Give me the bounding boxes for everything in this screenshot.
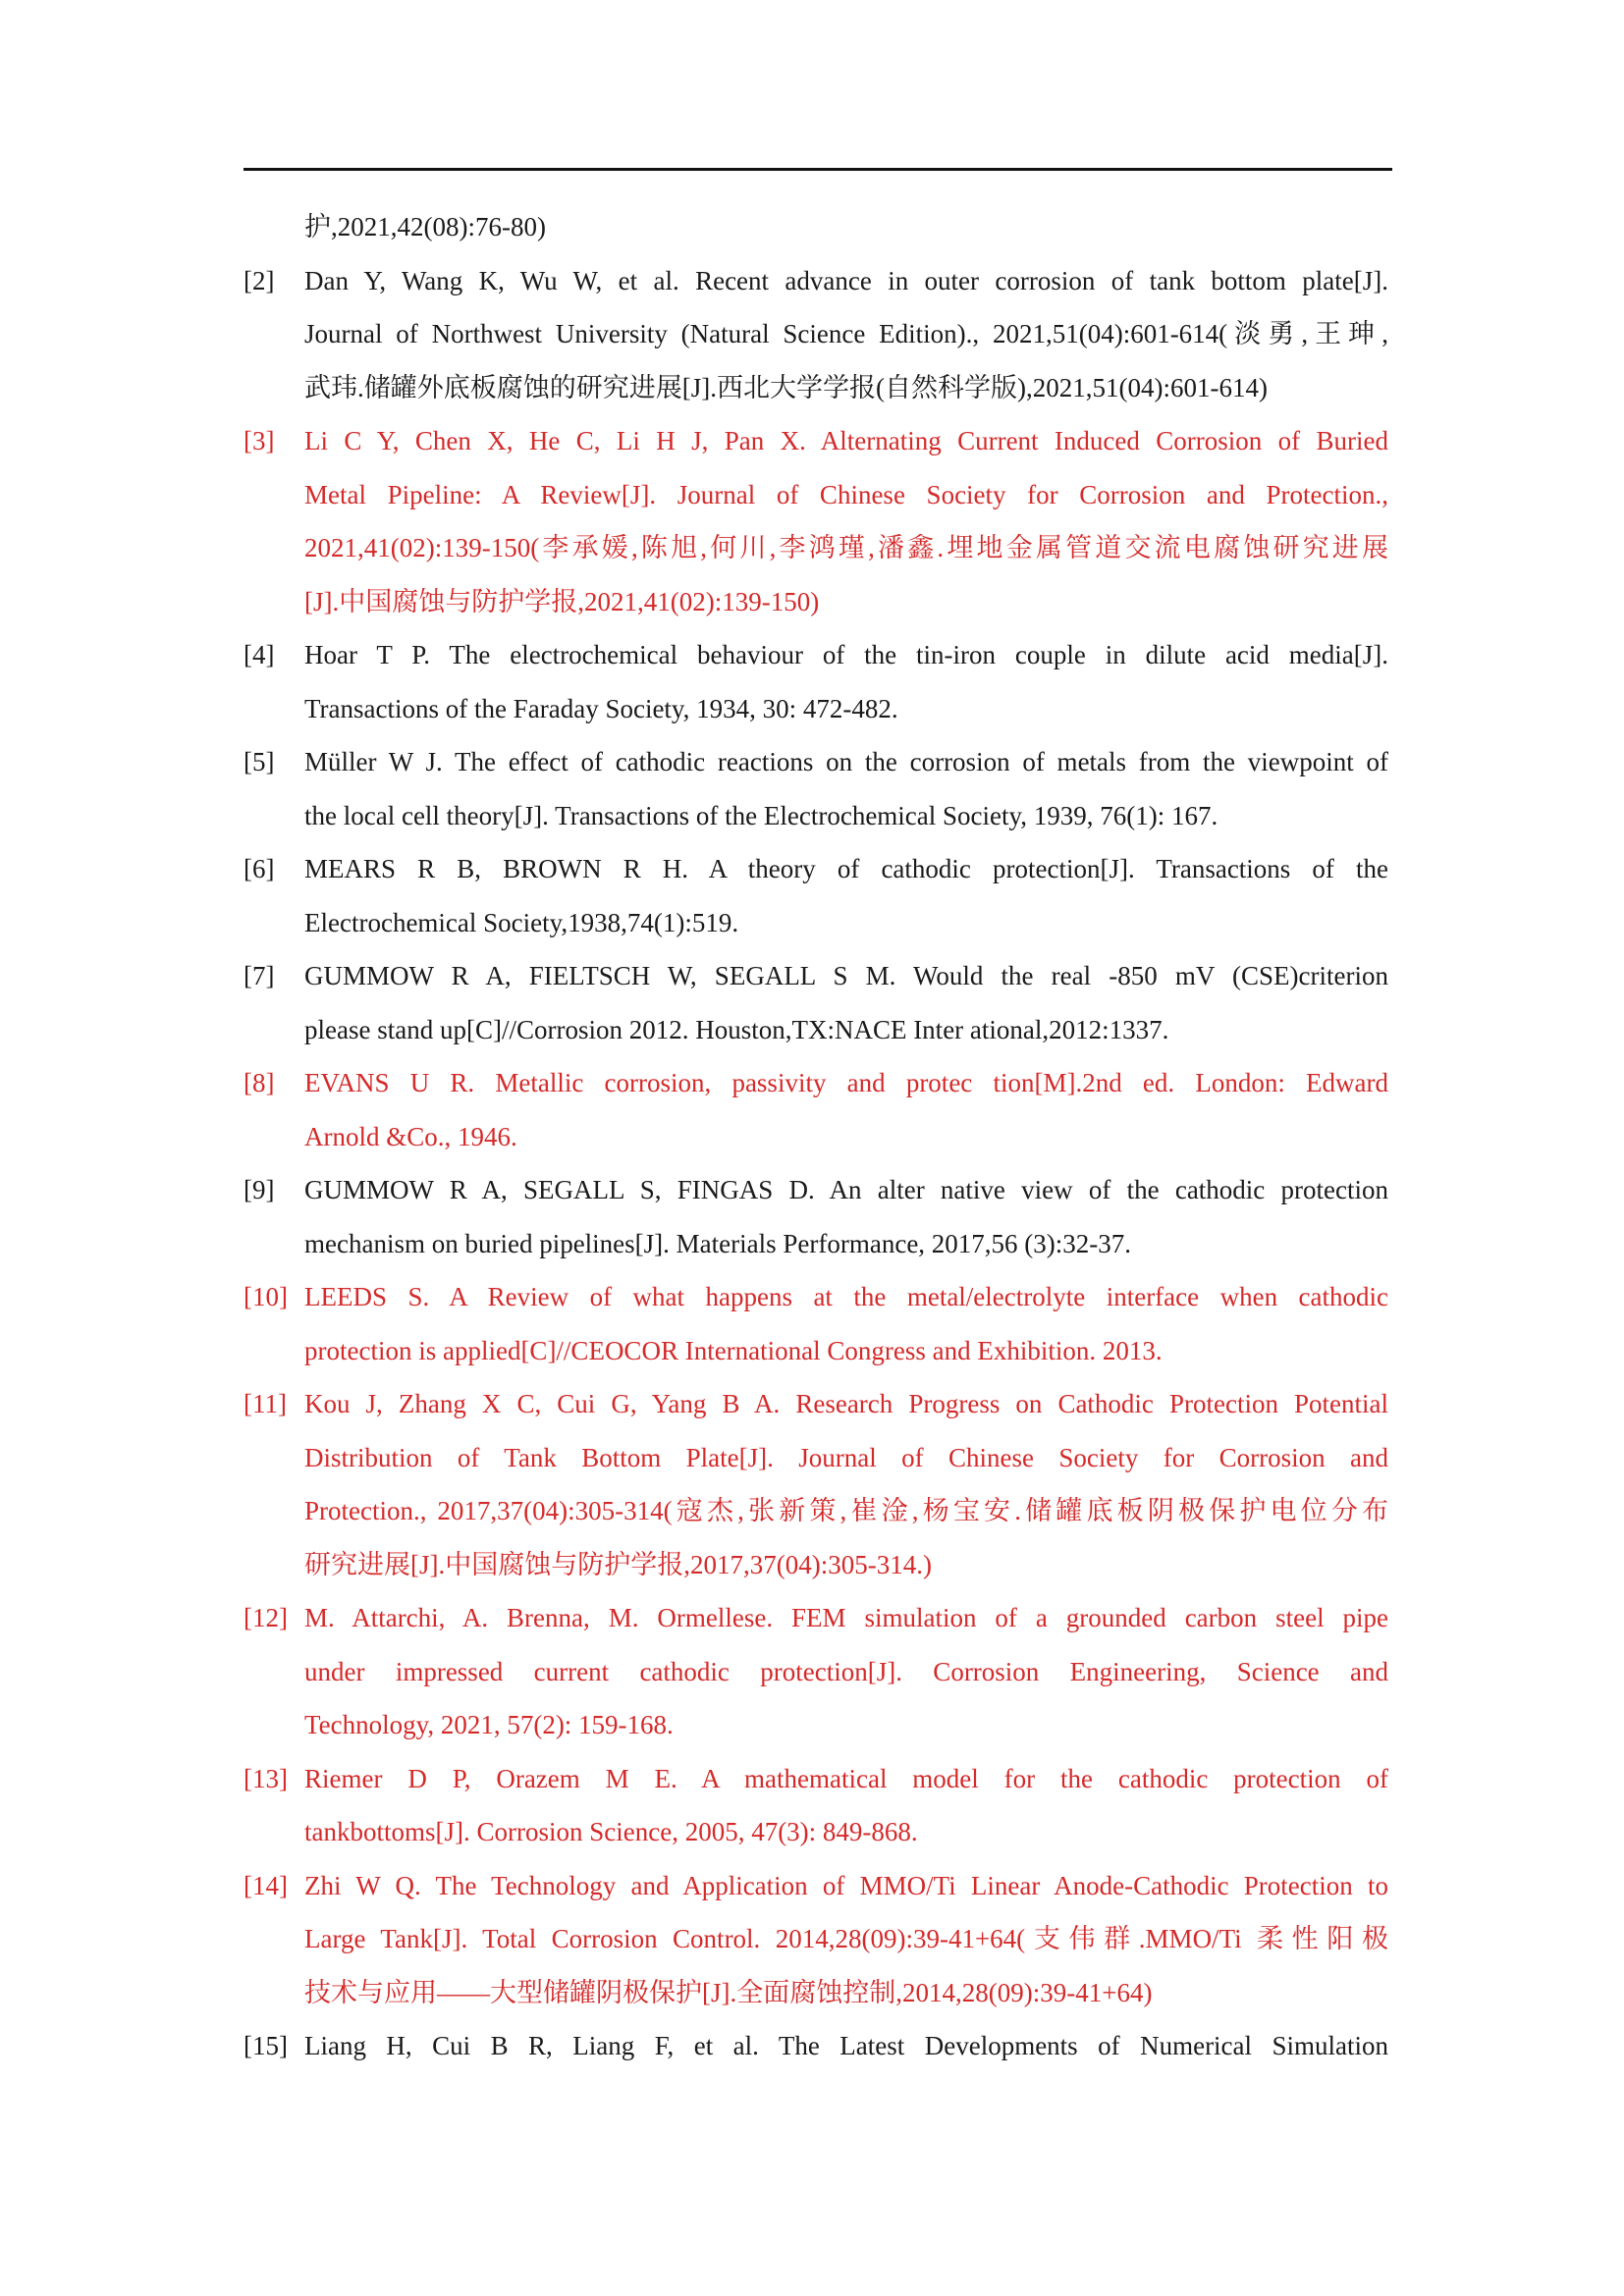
reference-item-10 — [244, 1270, 1388, 1377]
reference-number: [13] — [244, 1763, 288, 1793]
reference-number: [8] — [244, 1068, 275, 1097]
reference-item-6 — [244, 842, 1388, 949]
reference-item-11 — [244, 1377, 1388, 1591]
reference-line: Arnold &Co., 1946. — [304, 1121, 517, 1151]
reference-line: MEARS R B, BROWN R H. A theory of cathodic protection[J]. Transactions of the — [304, 854, 1388, 883]
reference-line: mechanism on buried pipelines[J]. Materials Performance, 2017,56 (3):32-37. — [304, 1228, 1132, 1258]
reference-line: Kou J, Zhang X C, Cui G, Yang B A. Research Progress on Cathodic Protection Potential — [304, 1389, 1388, 1418]
reference-line: Protection., 2017,37(04):305-314(寇杰,张新策,崔淦,杨宝安.储罐底板阴极保护电位分布 — [304, 1496, 1388, 1525]
reference-line: GUMMOW R A, SEGALL S, FINGAS D. An alter native view of the cathodic protection — [304, 1175, 1388, 1204]
reference-line: LEEDS S. A Review of what happens at the metal/electrolyte interface when cathodic — [304, 1282, 1388, 1311]
header-rule — [244, 168, 1392, 171]
reference-number: [7] — [244, 961, 275, 990]
reference-line: Liang H, Cui B R, Liang F, et al. The Latest Developments of Numerical Simulation — [304, 2031, 1388, 2060]
reference-number: [3] — [244, 426, 275, 455]
reference-number: [6] — [244, 854, 275, 883]
reference-item-9 — [244, 1163, 1388, 1270]
reference-line: under impressed current cathodic protection[J]. Corrosion Engineering, Science and — [304, 1656, 1388, 1686]
reference-line: Distribution of Tank Bottom Plate[J]. Journal of Chinese Society for Corrosion and — [304, 1442, 1388, 1472]
reference-line: 2021,41(02):139-150(李承媛,陈旭,何川,李鸿瑾,潘鑫.埋地金属管道交流电腐蚀研究进展 — [304, 533, 1388, 562]
reference-number: [9] — [244, 1175, 275, 1204]
reference-line: Large Tank[J]. Total Corrosion Control. 2014,28(09):39-41+64(支伟群.MMO/Ti 柔性阳极 — [304, 1924, 1388, 1953]
reference-line: Li C Y, Chen X, He C, Li H J, Pan X. Alternating Current Induced Corrosion of Buried — [304, 426, 1388, 455]
reference-line: 护,2021,42(08):76-80) — [304, 212, 546, 241]
reference-item-8 — [244, 1056, 1388, 1163]
reference-line: Dan Y, Wang K, Wu W, et al. Recent advance in outer corrosion of tank bottom plate[J]. — [304, 265, 1388, 295]
reference-line: [J].中国腐蚀与防护学报,2021,41(02):139-150) — [304, 586, 820, 616]
reference-line: Hoar T P. The electrochemical behaviour of the tin-iron couple in dilute acid media[J]. — [304, 640, 1388, 669]
reference-line: 武玮.储罐外底板腐蚀的研究进展[J].西北大学学报(自然科学版),2021,51(04):601-614) — [304, 372, 1268, 402]
reference-item-7 — [244, 949, 1388, 1056]
reference-line: Transactions of the Faraday Society, 1934, 30: 472-482. — [304, 693, 898, 723]
reference-item-13 — [244, 1752, 1388, 1859]
reference-item-4 — [244, 628, 1388, 735]
reference-line: Electrochemical Society,1938,74(1):519. — [304, 907, 739, 937]
reference-line: GUMMOW R A, FIELTSCH W, SEGALL S M. Would the real -850 mV (CSE)criterion — [304, 961, 1388, 990]
reference-number: [2] — [244, 265, 275, 295]
reference-item-5 — [244, 735, 1388, 842]
reference-line: 研究进展[J].中国腐蚀与防护学报,2017,37(04):305-314.) — [304, 1549, 932, 1579]
reference-line: protection is applied[C]//CEOCOR International Congress and Exhibition. 2013. — [304, 1335, 1163, 1365]
reference-number: [11] — [244, 1389, 287, 1418]
reference-list — [244, 200, 1388, 2073]
reference-line: Technology, 2021, 57(2): 159-168. — [304, 1710, 674, 1739]
reference-line: M. Attarchi, A. Brenna, M. Ormellese. FEM simulation of a grounded carbon steel pipe — [304, 1603, 1388, 1632]
reference-line: tankbottoms[J]. Corrosion Science, 2005, 47(3): 849-868. — [304, 1817, 918, 1846]
reference-line: Journal of Northwest University (Natural Science Edition)., 2021,51(04):601-614(淡勇,王珅, — [304, 319, 1388, 348]
reference-number: [14] — [244, 1870, 288, 1900]
reference-number: [4] — [244, 640, 275, 669]
reference-line: the local cell theory[J]. Transactions of the Electrochemical Society, 1939, 76(1): 167. — [304, 800, 1218, 830]
reference-line: Metal Pipeline: A Review[J]. Journal of Chinese Society for Corrosion and Protection., — [304, 479, 1388, 509]
reference-number: [10] — [244, 1282, 288, 1311]
reference-line: please stand up[C]//Corrosion 2012. Houston,TX:NACE Inter ational,2012:1337. — [304, 1014, 1169, 1044]
reference-item-3 — [244, 414, 1388, 628]
reference-line: EVANS U R. Metallic corrosion, passivity and protec tion[M].2nd ed. London: Edward — [304, 1068, 1388, 1097]
reference-item-2 — [244, 254, 1388, 415]
reference-number: [5] — [244, 747, 275, 776]
reference-line: Müller W J. The effect of cathodic reactions on the corrosion of metals from the viewpoint of — [304, 747, 1388, 776]
reference-number: [12] — [244, 1603, 288, 1632]
reference-number: [15] — [244, 2031, 288, 2060]
reference-item-12 — [244, 1591, 1388, 1752]
reference-line: 技术与应用——大型储罐阴极保护[J].全面腐蚀控制,2014,28(09):39-41+64) — [304, 1977, 1153, 2007]
reference-line: Riemer D P, Orazem M E. A mathematical model for the cathodic protection of — [304, 1763, 1388, 1793]
reference-item-15 — [244, 2019, 1388, 2073]
reference-line: Zhi W Q. The Technology and Application of MMO/Ti Linear Anode-Cathodic Protection to — [304, 1870, 1388, 1900]
reference-item-1-continued — [244, 200, 1388, 254]
reference-item-14 — [244, 1859, 1388, 2020]
